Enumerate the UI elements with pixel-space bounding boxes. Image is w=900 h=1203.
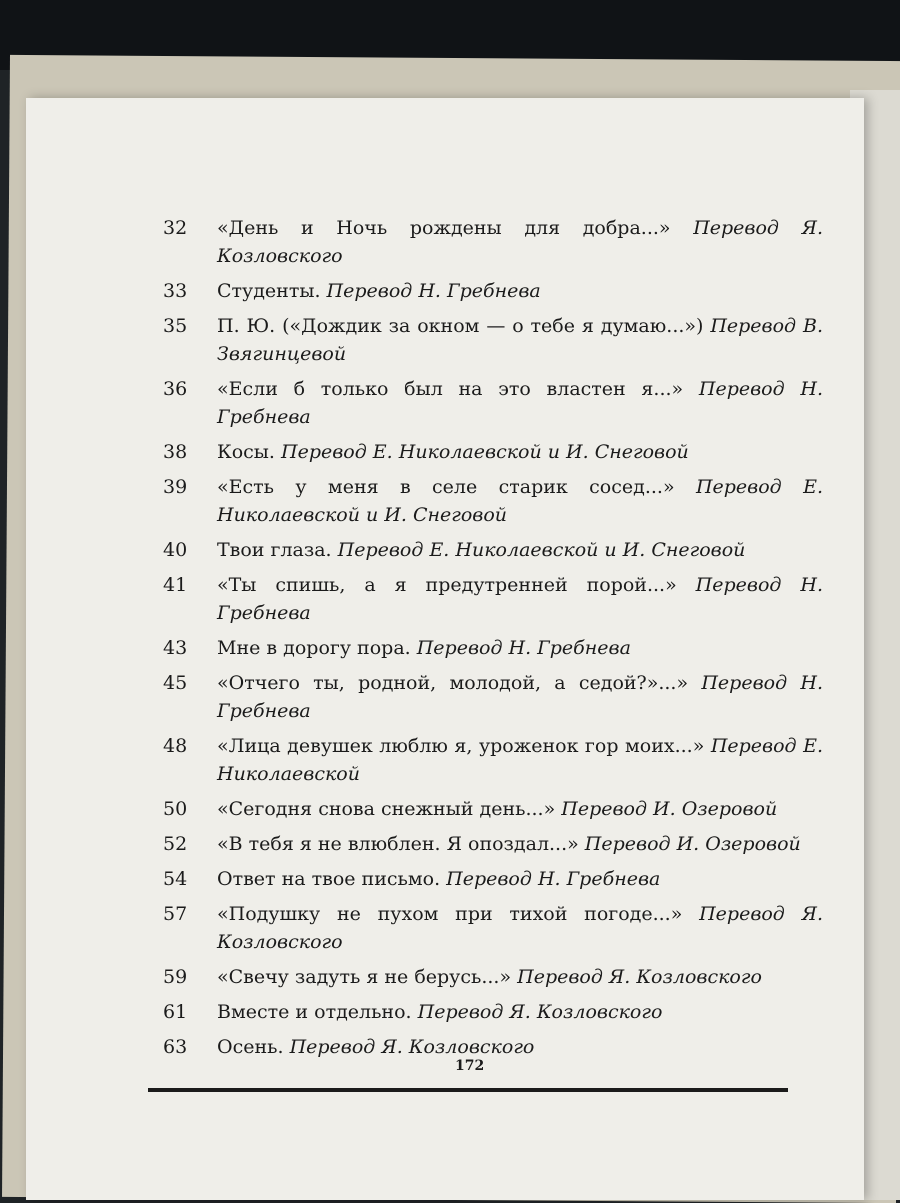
page-ref: 59 <box>163 966 188 988</box>
page-ref: 61 <box>163 1001 188 1023</box>
toc-entry <box>163 795 823 823</box>
translator: Перевод Я. Козловского <box>517 966 762 988</box>
poem-title: «Ты спишь, а я предутренней порой...» <box>217 574 696 596</box>
poem-title: Твои глаза. <box>217 539 338 561</box>
toc-entry <box>163 900 823 956</box>
page-ref: 52 <box>163 833 188 855</box>
page-ref: 33 <box>163 280 188 302</box>
translator: Перевод Н. Гребнева <box>416 637 631 659</box>
toc-entry <box>163 473 823 529</box>
page-ref: 40 <box>163 539 188 561</box>
translator: Перевод И. Озеровой <box>561 798 778 820</box>
poem-title: «Свечу задуть я не берусь...» <box>217 966 518 988</box>
poem-title: «Если б только был на это властен я...» <box>217 378 699 400</box>
poem-title: Ответ на твое письмо. <box>217 868 447 890</box>
footer-rule <box>148 1088 788 1092</box>
translator: Перевод И. Озеровой <box>584 833 801 855</box>
toc-entry <box>163 536 823 564</box>
page-ref: 54 <box>163 868 188 890</box>
poem-title: «Отчего ты, родной, молодой, а седой?»...» <box>217 672 702 694</box>
poem-title: Вместе и отдельно. <box>217 1001 418 1023</box>
page-ref: 45 <box>163 672 188 694</box>
translator: Перевод Я. Козловского <box>217 217 824 267</box>
poem-title: П. Ю. («Дождик за окном — о тебе я думаю...») <box>217 315 711 337</box>
poem-title: «Подушку не пухом при тихой погоде...» <box>217 903 700 925</box>
translator: Перевод Е. Николаевской и И. Снеговой <box>337 539 746 561</box>
poem-title: Косы. <box>217 441 281 463</box>
translator: Перевод Я. Козловского <box>289 1036 535 1058</box>
poem-title: «Лица девушек люблю я, уроженок гор моих...» <box>217 735 711 757</box>
poem-title: «День и Ночь рождены для добра...» <box>217 217 694 239</box>
toc-entry <box>163 214 823 270</box>
toc-entry <box>163 865 823 893</box>
toc-entry <box>163 669 823 725</box>
page-ref: 57 <box>163 903 188 925</box>
poem-title: «В тебя я не влюблен. Я опоздал...» <box>217 833 585 855</box>
toc-entry <box>163 375 823 431</box>
page-ref: 63 <box>163 1036 188 1058</box>
toc-entry <box>163 830 823 858</box>
table-of-contents <box>163 214 823 1068</box>
toc-entry <box>163 438 823 466</box>
translator: Перевод Н. Гребнева <box>326 280 541 302</box>
toc-entry <box>163 277 823 305</box>
translator: Перевод Н. Гребнева <box>217 574 823 624</box>
translator: Перевод Е. Николаевской и И. Снеговой <box>217 476 823 526</box>
translator: Перевод В. Звягинцевой <box>217 315 823 365</box>
page-ref: 36 <box>163 378 188 400</box>
translator: Перевод Н. Гребнева <box>217 378 823 428</box>
toc-entry <box>163 312 823 368</box>
page-ref: 48 <box>163 735 188 757</box>
page-ref: 43 <box>163 637 188 659</box>
translator: Перевод Е. Николаевской и И. Снеговой <box>281 441 689 463</box>
page-ref: 32 <box>163 217 188 239</box>
translator: Перевод Я. Козловского <box>217 903 823 953</box>
toc-entry <box>163 998 823 1026</box>
toc-entry <box>163 634 823 662</box>
page-ref: 35 <box>163 315 188 337</box>
page-ref: 39 <box>163 476 188 498</box>
page-ref: 50 <box>163 798 188 820</box>
toc-entry <box>163 732 823 788</box>
page-ref: 41 <box>163 574 188 596</box>
page-number: 172 <box>455 1058 485 1074</box>
translator: Перевод Н. Гребнева <box>217 672 823 722</box>
toc-entry <box>163 1033 823 1061</box>
poem-title: «Есть у меня в селе старик сосед...» <box>217 476 696 498</box>
translator: Перевод Н. Гребнева <box>446 868 661 890</box>
poem-title: Мне в дорогу пора. <box>217 637 417 659</box>
translator: Перевод Е. Николаевской <box>217 735 823 785</box>
poem-title: «Сегодня снова снежный день...» <box>217 798 562 820</box>
poem-title: Студенты. <box>217 280 327 302</box>
translator: Перевод Я. Козловского <box>417 1001 663 1023</box>
toc-entry <box>163 571 823 627</box>
page-ref: 38 <box>163 441 188 463</box>
toc-entry <box>163 963 823 991</box>
poem-title: Осень. <box>217 1036 290 1058</box>
